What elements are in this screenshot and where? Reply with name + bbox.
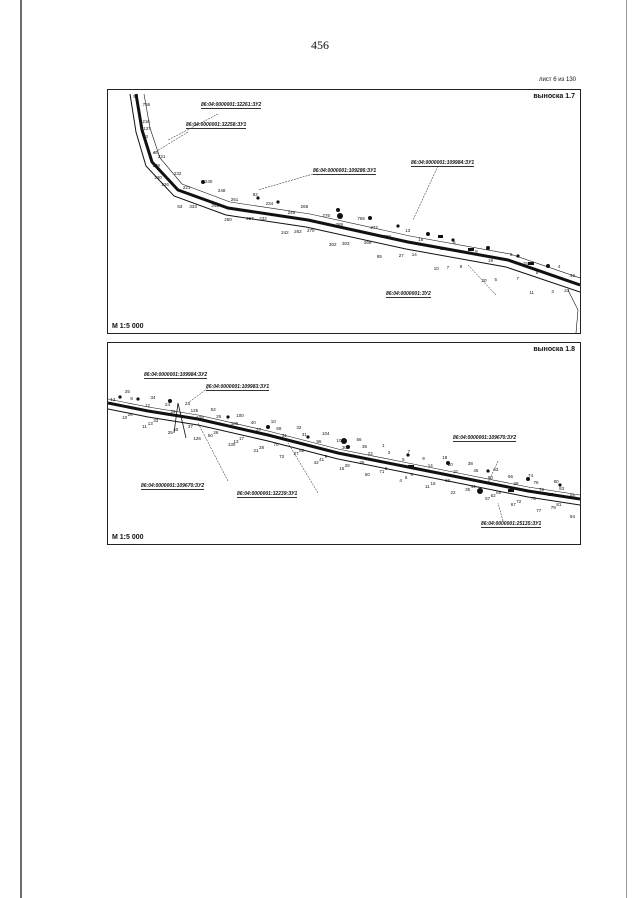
survey-point-number: 28 [344, 462, 350, 468]
survey-point-number: 11 [142, 424, 147, 430]
survey-point-number: 58 [133, 94, 139, 99]
survey-point-number: 76 [533, 479, 539, 485]
survey-point-number: 68 [513, 480, 519, 486]
map-scale: М 1:5 000 [112, 323, 144, 330]
parcel-label: 86:04:0000001:109286:ЗУ1 [313, 168, 377, 174]
survey-point-number: 5 [402, 456, 405, 462]
survey-point-number: 5 [494, 276, 497, 282]
survey-point-number: 9 [324, 454, 328, 460]
survey-point-number: 7 [407, 448, 411, 454]
survey-point-number: 232 [259, 215, 267, 221]
survey-point-number: 9 [475, 248, 478, 254]
survey-point-number: 25 [216, 414, 222, 420]
survey-point-number: 41 [319, 457, 325, 463]
survey-point-number: 15 [339, 466, 345, 471]
survey-point-number: 12 [110, 397, 116, 403]
survey-point-number: 276 [322, 212, 331, 218]
survey-point-number: 138 [152, 162, 160, 168]
survey-point-number: 14 [427, 462, 433, 468]
survey-point-number: 765 [357, 215, 365, 221]
map-drawing-1-7 [108, 90, 580, 333]
survey-point-number: 11 [529, 289, 535, 295]
survey-point-number: 56 [356, 436, 362, 442]
callout-label: выноска 1.7 [533, 93, 575, 100]
survey-point-number: 19 [488, 257, 494, 263]
survey-point-number: 230 [154, 175, 162, 181]
survey-point-number: 289 [335, 221, 343, 227]
survey-point-number: 262 [294, 228, 302, 234]
survey-point-number: 126 [193, 436, 201, 442]
survey-point-number: 25 [124, 389, 130, 395]
survey-point-number: 6 [509, 251, 513, 257]
survey-point-number: 26 [213, 430, 219, 436]
survey-point-number: 302 [329, 241, 337, 247]
leader-lines [152, 114, 496, 295]
survey-point-number: 75 [530, 495, 536, 501]
survey-point-number: 25 [167, 430, 173, 436]
survey-point-number: 20 [481, 277, 487, 283]
survey-point-number: 234 [265, 200, 274, 206]
survey-point-number: 221 [182, 185, 191, 191]
survey-point-number: 4 [399, 477, 402, 483]
survey-point-number: 29 [170, 409, 176, 415]
survey-point-number: 303 [341, 240, 350, 246]
survey-point-number: 43 [142, 133, 148, 139]
survey-point-number: 38 [467, 460, 473, 466]
page-number: 456 [311, 38, 329, 52]
survey-point-number: 27 [398, 252, 404, 258]
survey-point-number: 260 [224, 217, 232, 223]
survey-point-number: 27 [293, 451, 299, 457]
survey-point-number: 240 [204, 179, 213, 185]
parcel-label: 86:04:0000001:109984:ЗУ1 [411, 160, 475, 166]
survey-point-number: 7 [446, 264, 450, 270]
survey-point-number: 13 [233, 439, 239, 445]
survey-point-number: 33 [153, 418, 159, 424]
survey-point-number: 46 [152, 150, 158, 156]
survey-point-number: 81 [556, 501, 562, 507]
survey-point-number: 35 [359, 459, 365, 465]
survey-point-number: 32 [296, 425, 302, 431]
survey-point-number: 13 [147, 421, 153, 427]
survey-point-number: 16 [430, 480, 436, 486]
survey-point-number: 37 [187, 424, 193, 430]
parcel-label: 86:04:0000001:109984:ЗУ2 [144, 372, 208, 378]
survey-point-number: 104 [321, 431, 330, 437]
survey-point-number: 70 [273, 442, 279, 448]
sheet-label: лист 6 из 130 [538, 77, 576, 83]
survey-point-number: 100 [236, 413, 244, 419]
survey-point-number: 8 [459, 263, 463, 269]
survey-point-number: 40 [250, 420, 256, 426]
survey-point-number: 17 [238, 436, 244, 442]
survey-point-number: 62 [490, 492, 496, 498]
survey-point-number: 736 [142, 102, 151, 107]
survey-point-number: 216 [142, 119, 150, 125]
survey-point-number: 13 [405, 227, 411, 233]
survey-point-number: 27 [256, 427, 262, 433]
survey-point-number: 22 [450, 489, 456, 495]
parcel-label: 86:04:0000001:109670:ЗУ2 [141, 483, 205, 489]
survey-point-number: 80 [553, 478, 559, 484]
survey-point-number: 74 [527, 472, 533, 478]
survey-point-number: 3 [387, 449, 391, 455]
survey-point-number: 102 [336, 438, 344, 444]
survey-point-number: 83 [559, 485, 565, 491]
survey-point-number: 82 [299, 448, 305, 454]
survey-point-number: 66 [507, 473, 513, 479]
survey-point-number: 24 [165, 402, 171, 408]
survey-point-number: 12 [440, 245, 446, 251]
survey-point-number: 130 [227, 442, 236, 448]
survey-point-number: 69 [276, 426, 282, 432]
survey-point-number: 249 [287, 209, 296, 215]
page-left-edge [20, 0, 22, 898]
survey-point-number: 34 [150, 395, 156, 401]
survey-point-number: 82 [252, 191, 258, 197]
survey-point-number: 226 [161, 182, 169, 188]
survey-point-number: 268 [300, 203, 309, 209]
survey-point-number: 16 [418, 236, 424, 242]
survey-point-number: 221 [157, 154, 166, 160]
survey-point-number: 3 [551, 288, 554, 294]
survey-point-number: 11 [424, 483, 430, 489]
survey-point-number: 23 [564, 287, 570, 293]
survey-point-number: 35 [465, 486, 471, 492]
survey-point-number: 248 [217, 188, 226, 194]
parcel-label: 86:04:0000001:32258:ЗУ1 [186, 122, 247, 128]
parcel-label: 86:04:0000001:ЗУ2 [386, 291, 431, 297]
map-panel-1-8 [107, 342, 581, 545]
callout-label: выноска 1.8 [533, 346, 575, 353]
survey-point-number: 241 [211, 203, 219, 209]
survey-point-number: 23 [367, 450, 373, 456]
survey-point-number: 9 [422, 455, 425, 461]
survey-point-number: 57 [485, 495, 491, 501]
survey-point-number: 106 [230, 421, 239, 427]
survey-point-number: 125 [190, 408, 199, 414]
map-panel-1-7 [107, 89, 581, 334]
survey-point-number: 65 [496, 489, 502, 495]
survey-point-number: 261 [230, 197, 239, 203]
parcel-label: 86:04:0000001:25135:ЗУ1 [481, 521, 542, 527]
survey-point-number: 77 [536, 507, 542, 513]
survey-point-number: 50 [207, 433, 213, 439]
survey-point-number: 4 [557, 263, 561, 269]
survey-point-number: 290 [383, 233, 391, 239]
survey-point-number: 20 [447, 461, 453, 467]
survey-point-number: 31 [453, 468, 459, 474]
survey-point-number: 8 [130, 396, 133, 402]
survey-point-number: 227 [246, 216, 254, 222]
survey-point-number: 26 [127, 412, 133, 418]
parcel-label: 86:04:0000001:32239:ЗУ1 [237, 491, 298, 497]
survey-point-number: 137 [143, 126, 151, 132]
survey-point-number: 333 [189, 204, 197, 210]
survey-point-number: 10 [270, 419, 276, 425]
parcel-label: 86:04:0000001:109983:ЗУ1 [206, 384, 270, 390]
survey-point-number: 7 [516, 275, 519, 281]
survey-point-number: 53 [177, 204, 183, 210]
map-markers [118, 395, 561, 496]
map-scale: М 1:5 000 [112, 534, 144, 541]
survey-point-number: 30 [342, 445, 348, 450]
survey-point-number: 14 [411, 251, 417, 257]
parcel-label: 86:04:0000001:32261:ЗУ2 [201, 102, 262, 108]
survey-point-number: 85 [570, 492, 576, 498]
survey-point-number: 85 [376, 253, 382, 259]
survey-point-number: 96 [316, 439, 322, 445]
survey-point-number: 28 [259, 445, 265, 451]
survey-point-number: 242 [281, 229, 289, 235]
road-branch [174, 403, 186, 438]
survey-point-number: 2 [384, 465, 388, 471]
survey-point-number: 270 [307, 227, 315, 233]
survey-point-number: 269 [363, 239, 372, 245]
survey-point-number: 6 [404, 474, 408, 480]
survey-point-number: 84 [570, 513, 576, 519]
survey-point-number: 129 [196, 415, 204, 421]
survey-point-number: 79 [550, 504, 556, 510]
survey-point-number: 19 [445, 477, 451, 483]
survey-point-number: 72 [516, 498, 522, 504]
survey-point-number: 42 [570, 272, 576, 278]
survey-point-number: 63 [493, 466, 499, 472]
parcel-label: 86:04:0000001:109670:ЗУ2 [453, 435, 517, 441]
survey-point-number: 24 [185, 401, 191, 407]
survey-point-number: 73 [279, 454, 285, 460]
survey-point-number: 78 [539, 486, 545, 492]
survey-point-number: 1 [382, 442, 385, 448]
survey-point-number: 67 [510, 501, 516, 507]
survey-point-number: 40 [173, 427, 179, 433]
survey-point-number: 44 [470, 483, 476, 489]
survey-point-number: 36 [362, 443, 368, 449]
survey-point-number: 10 [122, 415, 128, 421]
survey-point-number: 31 [301, 432, 307, 438]
page-right-edge [626, 0, 627, 898]
survey-point-number: 42 [313, 460, 319, 466]
survey-point-number: 31 [281, 433, 287, 439]
road-branch [568, 290, 578, 333]
survey-point-number: 15 [522, 260, 528, 266]
survey-point-number: 45 [473, 467, 479, 473]
survey-point-number: 21 [253, 448, 259, 454]
survey-point-number: 50 [364, 471, 370, 477]
survey-point-number: 232 [173, 171, 182, 177]
survey-point-number: 60 [487, 474, 493, 480]
survey-point-number: 12 [144, 403, 150, 409]
survey-point-number: 10 [433, 265, 439, 271]
survey-point-number: 8 [535, 269, 539, 275]
survey-point-number: 8 [410, 471, 413, 477]
survey-point-number: 277 [370, 224, 378, 230]
survey-point-number: 71 [379, 468, 385, 474]
survey-point-number: 6 [453, 239, 456, 245]
survey-point-number: 18 [442, 454, 448, 460]
survey-point-number: 53 [210, 407, 216, 413]
